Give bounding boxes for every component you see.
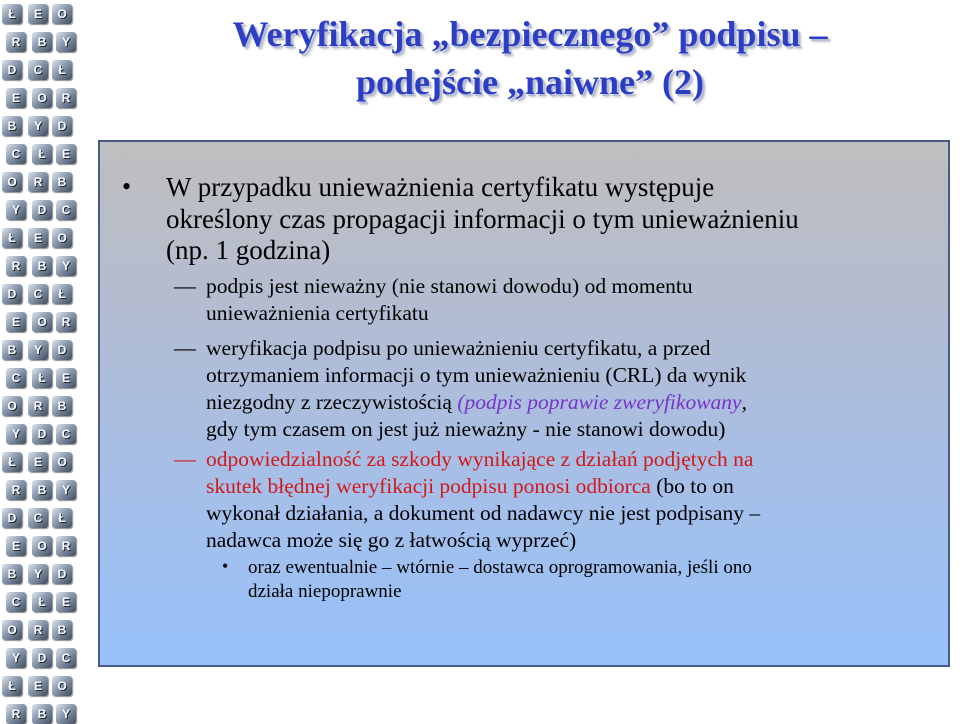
- sub1-line-2: unieważnienia certyfikatu: [206, 301, 429, 325]
- letter-tile-icon: Ł: [32, 368, 52, 388]
- letter-tile-icon: B: [52, 396, 72, 416]
- content-box: [98, 140, 950, 667]
- letter-tile-icon: Y: [28, 564, 48, 584]
- letter-tile-icon: R: [6, 32, 26, 52]
- letter-tile-icon: B: [32, 256, 52, 276]
- letter-tile-icon: C: [28, 284, 48, 304]
- letter-tile-icon: B: [32, 704, 52, 724]
- letter-tile-icon: O: [32, 536, 52, 556]
- slide-title: [110, 10, 950, 106]
- sub2-line-3-text: niezgodny z rzeczywistością: [206, 390, 458, 414]
- dash-bullet-icon: —: [174, 446, 196, 471]
- letter-tile-icon: D: [32, 648, 52, 668]
- letter-tile-icon: O: [52, 4, 72, 24]
- letter-tile-icon: Ł: [2, 228, 22, 248]
- letter-tile-icon: Ł: [52, 508, 72, 528]
- letter-tile-icon: E: [6, 88, 26, 108]
- letter-tile-icon: B: [2, 564, 22, 584]
- letter-tile-icon: Ł: [2, 676, 22, 696]
- bullet1-line-2: określony czas propagacji informacji o tym unieważnieniu: [166, 204, 799, 234]
- letter-tile-icon: D: [2, 60, 22, 80]
- sub3-line-1: odpowiedzialność za szkody wynikające z działań podjętych na: [206, 447, 754, 471]
- dash-bullet-icon: —: [174, 273, 196, 298]
- letter-tile-icon: D: [52, 340, 72, 360]
- sub3-line-2: [206, 474, 734, 499]
- sub3-line-2-black: (bo to on: [650, 474, 734, 498]
- letter-tile-icon: B: [32, 480, 52, 500]
- letter-tile-icon: R: [56, 88, 76, 108]
- letter-tile-icon: C: [6, 368, 26, 388]
- sub3-line-4: nadawca może się go z łatwością wyprzeć): [206, 528, 577, 552]
- letter-tile-icon: C: [56, 200, 76, 220]
- letter-tile-icon: B: [32, 32, 52, 52]
- letter-tile-icon: O: [52, 676, 72, 696]
- letter-tile-icon: R: [6, 256, 26, 276]
- sub2-line-3: [206, 390, 747, 415]
- letter-tile-icon: D: [2, 508, 22, 528]
- letter-tile-icon: D: [2, 284, 22, 304]
- sub2-line-4: gdy tym czasem on jest już nieważny - nie stanowi dowodu): [206, 417, 726, 441]
- letter-tile-icon: C: [6, 144, 26, 164]
- letter-tile-icon: D: [52, 564, 72, 584]
- decorative-letter-strip: [0, 0, 78, 724]
- letter-tile-icon: Y: [6, 424, 26, 444]
- letter-tile-icon: O: [52, 228, 72, 248]
- letter-tile-icon: C: [6, 592, 26, 612]
- sub2-line-2: otrzymaniem informacji o tym unieważnieniu (CRL) da wynik: [206, 363, 747, 387]
- letter-tile-icon: C: [56, 648, 76, 668]
- letter-tile-icon: B: [2, 116, 22, 136]
- dash-bullet-icon: —: [174, 335, 196, 360]
- letter-tile-icon: D: [32, 200, 52, 220]
- letter-tile-icon: R: [6, 704, 26, 724]
- letter-tile-icon: E: [28, 4, 48, 24]
- letter-tile-icon: Y: [56, 32, 76, 52]
- letter-tile-icon: C: [56, 424, 76, 444]
- letter-tile-icon: E: [56, 144, 76, 164]
- title-line-2: podejście „naiwne” (2): [356, 62, 704, 102]
- letter-tile-icon: Y: [56, 704, 76, 724]
- letter-tile-icon: R: [56, 536, 76, 556]
- letter-tile-icon: O: [52, 452, 72, 472]
- letter-tile-icon: E: [28, 228, 48, 248]
- letter-tile-icon: Ł: [52, 60, 72, 80]
- sub2-line-3-comma: ,: [741, 390, 747, 414]
- letter-tile-icon: O: [32, 312, 52, 332]
- letter-tile-icon: E: [6, 536, 26, 556]
- letter-tile-icon: Ł: [52, 284, 72, 304]
- subsub1-line-1: oraz ewentualnie – wtórnie – dostawca oprogramowania, jeśli ono: [248, 557, 752, 578]
- letter-tile-icon: B: [2, 340, 22, 360]
- letter-tile-icon: R: [28, 396, 48, 416]
- letter-tile-icon: Ł: [32, 144, 52, 164]
- letter-tile-icon: R: [6, 480, 26, 500]
- sub1-line-1: podpis jest nieważny (nie stanowi dowodu) od momentu: [206, 274, 693, 298]
- letter-tile-icon: C: [28, 60, 48, 80]
- letter-tile-icon: O: [32, 88, 52, 108]
- sub2-line-3-emphasis: (podpis poprawie zweryfikowany: [457, 390, 742, 414]
- letter-tile-icon: E: [28, 452, 48, 472]
- bullet-dot-icon: •: [122, 172, 132, 201]
- letter-tile-icon: C: [28, 508, 48, 528]
- letter-tile-icon: O: [2, 396, 22, 416]
- letter-tile-icon: Y: [56, 256, 76, 276]
- letter-tile-icon: E: [6, 312, 26, 332]
- letter-tile-icon: E: [56, 368, 76, 388]
- letter-tile-icon: R: [56, 312, 76, 332]
- letter-tile-icon: B: [52, 172, 72, 192]
- sub3-line-3: wykonał działania, a dokument od nadawcy nie jest podpisany –: [206, 501, 761, 525]
- letter-tile-icon: R: [28, 172, 48, 192]
- letter-tile-icon: B: [52, 620, 72, 640]
- bullet-dot-small-icon: •: [222, 556, 229, 576]
- sub2-line-1: weryfikacja podpisu po unieważnieniu certyfikatu, a przed: [206, 336, 711, 360]
- letter-tile-icon: Y: [28, 116, 48, 136]
- letter-tile-icon: Ł: [2, 452, 22, 472]
- letter-tile-icon: Y: [28, 340, 48, 360]
- bullet1-line-1: W przypadku unieważnienia certyfikatu występuje: [166, 172, 715, 202]
- letter-tile-icon: E: [28, 676, 48, 696]
- sub3-line-2-red: skutek błędnej weryfikacji podpisu ponosi odbiorca: [206, 474, 651, 498]
- letter-tile-icon: D: [32, 424, 52, 444]
- letter-tile-icon: O: [2, 620, 22, 640]
- bullet1-line-3: (np. 1 godzina): [166, 235, 331, 265]
- letter-tile-icon: Y: [6, 200, 26, 220]
- letter-tile-icon: Ł: [32, 592, 52, 612]
- letter-tile-icon: R: [28, 620, 48, 640]
- letter-tile-icon: Y: [56, 480, 76, 500]
- letter-tile-icon: O: [2, 172, 22, 192]
- letter-tile-icon: Ł: [2, 4, 22, 24]
- letter-tile-icon: E: [56, 592, 76, 612]
- subsub1-line-2: działa niepoprawnie: [248, 581, 402, 602]
- title-line-1: Weryfikacja „bezpiecznego” podpisu –: [232, 14, 828, 54]
- letter-tile-icon: Y: [6, 648, 26, 668]
- letter-tile-icon: D: [52, 116, 72, 136]
